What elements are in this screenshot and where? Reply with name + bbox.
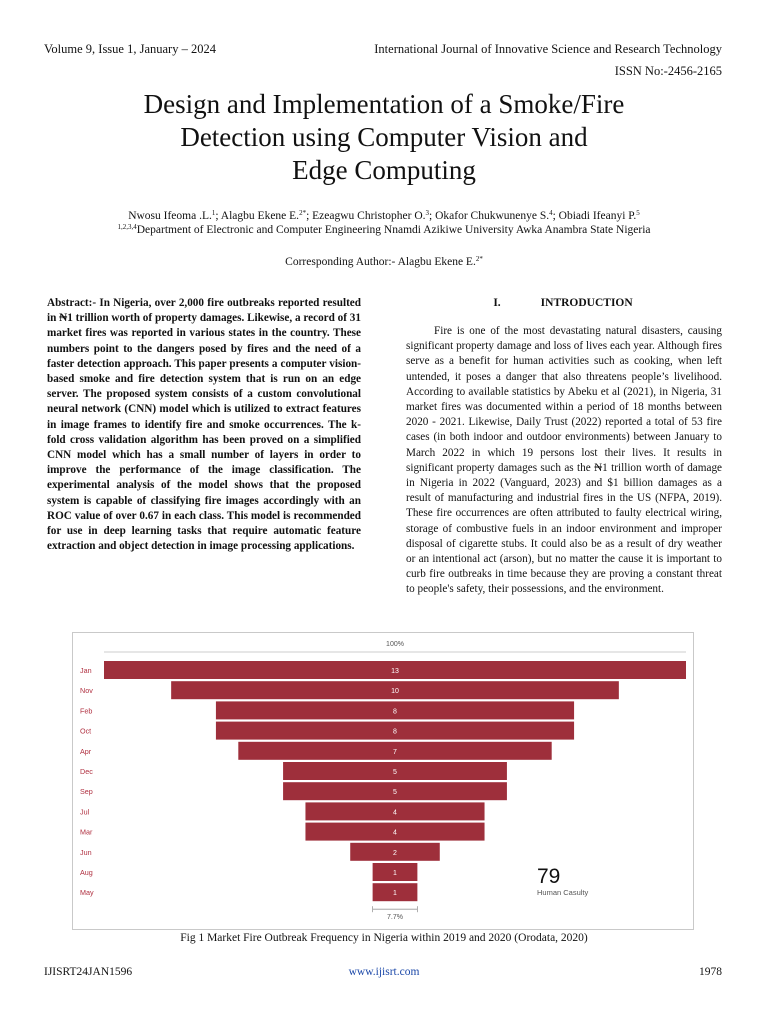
funnel-bar-value: 13 — [391, 668, 399, 675]
funnel-bar-value: 10 — [391, 688, 399, 696]
funnel-top-label: 100% — [386, 641, 404, 648]
corresponding-author-text: Corresponding Author:- Alagbu Ekene E. — [285, 256, 476, 268]
funnel-bar-value: 4 — [393, 829, 397, 837]
author-3-affiliation: 3 — [425, 209, 430, 217]
funnel-bar-value: 1 — [393, 870, 397, 877]
funnel-category-label: Aug — [80, 868, 93, 877]
funnel-bar-value: 2 — [393, 849, 397, 857]
author-2: ; Alagbu Ekene E. — [215, 210, 300, 222]
funnel-category-label: Nov — [80, 686, 93, 696]
journal-volume: Volume 9, Issue 1, January – 2024 — [44, 42, 216, 56]
funnel-category-label: Feb — [80, 706, 93, 716]
section-heading-introduction — [406, 297, 720, 309]
journal-name: International Journal of Innovative Science and Research Technology — [374, 42, 722, 56]
funnel-category-label: Mar — [80, 827, 93, 837]
author-2-affiliation: 2* — [299, 209, 307, 217]
funnel-bar-value: 7 — [393, 748, 397, 756]
corresponding-author — [30, 256, 738, 268]
funnel-category-label: Apr — [80, 746, 92, 756]
funnel-chart — [73, 633, 693, 929]
author-1-affiliation: 1 — [211, 209, 216, 217]
abstract: Abstract:- In Nigeria, over 2,000 fire outbreaks reported resulted in ₦1 trillion worth of property damages. Likewise, a record of 31 market fires was reported in various states in the country. These numbers point to the dangers posed by fires and the need of a faster detection approach. This paper presents a computer vision-based smoke and fire detection system that is run on an edge server. The proposed system consists of a custom convolutional neural network (CNN) model which is utilized to extract features in image frames to identify fire and smoke occurrences. The k-fold cross validation algorithm has been proved on a simplified CNN model which has a small number of layers in order to improve the performance of the image classification. The experimental analysis of the model shows that the proposed system is capable of classifying fire images accordingly with an ROC value of over 0.67 in each class. This model is recommended for use in deep learning tasks that require automatic feature extraction and object detection in image processing applications. — [47, 297, 361, 553]
section-number: I. — [493, 297, 501, 309]
total-casualty-label: Human Casulty — [537, 888, 589, 897]
journal-website-link[interactable]: www.ijisrt.com — [348, 966, 420, 978]
funnel-category-label: Oct — [80, 726, 92, 736]
author-3: ; Ezeagwu Christopher O. — [306, 210, 426, 222]
funnel-category-label: Jul — [80, 807, 90, 817]
affiliation-marks: 1,2,3,4 — [117, 223, 137, 231]
funnel-category-label: May — [80, 888, 94, 898]
section-title: INTRODUCTION — [540, 297, 633, 309]
introduction-paragraph: Fire is one of the most devastating natural disasters, causing significant property damage and loss of lives each year. Although fires serve as a benefit for human activities such as cooking, when left untended, it poses a danger that also threatens people’s livelihood. According to available statistics by Abeku et al (2021), in Nigeria, 31 market fires was documented within a period of 18 months between 2020 - 2021. Likewise, Daily Trust (2022) reported a total of 53 fire cases (in both indoor and outdoor environments) between January to March 2022 in which 19 persons lost their lives. It results in significant property damages such as the ₦1 trillion worth of damage in Nigeria in 2022 (Vanguard, 2023) and $1 billion damages as a result of manufacturing and industrial fires in the US (NFPA, 2019). These fire occurrences are often attributed to faulty electrical wiring, storage of combustive fuels in an indoor environment and improper disposal of cigarette stubs. It could also be as a result of dry weather or an intentional act (arson), but no matter the cause it is important to curb fire outbreaks in time because they are proving a constant threat to people's safety, their possessions, and the environment. — [406, 325, 722, 596]
figure-caption: Fig 1 Market Fire Outbreak Frequency in Nigeria within 2019 and 2020 (Orodata, 2020) — [180, 932, 588, 944]
paper-title — [60, 88, 708, 187]
funnel-category-label: Dec — [80, 767, 93, 776]
paper-id: IJISRT24JAN1596 — [44, 966, 133, 978]
title-line-2: Detection using Computer Vision and — [180, 122, 588, 152]
funnel-bar-value: 5 — [393, 789, 397, 797]
author-4-affiliation: 4 — [549, 209, 553, 217]
funnel-bottom-label: 7.7% — [387, 914, 403, 922]
funnel-bar-value: 4 — [393, 809, 397, 817]
author-list — [30, 210, 738, 222]
issn-number: ISSN No:-2456-2165 — [614, 64, 722, 78]
author-5: ; Obiadi Ifeanyi P. — [552, 210, 637, 222]
funnel-category-label: Sep — [80, 787, 93, 797]
corresponding-author-mark: 2* — [475, 255, 483, 263]
title-line-1: Design and Implementation of a Smoke/Fire — [143, 89, 625, 119]
funnel-bar-value: 8 — [393, 728, 397, 736]
funnel-chart-figure — [72, 632, 694, 930]
total-casualty-value: 79 — [537, 865, 561, 888]
affiliation — [30, 224, 738, 236]
funnel-bar-value: 8 — [393, 708, 397, 716]
author-5-affiliation: 5 — [636, 209, 640, 217]
author-4: ; Okafor Chukwunenye S. — [429, 210, 550, 222]
affiliation-text: Department of Electronic and Computer Engineering Nnamdi Azikiwe University Awka Anambra State Nigeria — [136, 224, 651, 236]
page-number: 1978 — [699, 966, 722, 978]
funnel-category-label: Jan — [80, 666, 92, 675]
funnel-category-label: Jun — [80, 847, 92, 857]
funnel-bar-value: 5 — [393, 769, 397, 776]
title-line-3: Edge Computing — [292, 155, 476, 185]
author-1: Nwosu Ifeoma .L. — [128, 210, 212, 222]
funnel-bar-value: 1 — [393, 890, 397, 898]
